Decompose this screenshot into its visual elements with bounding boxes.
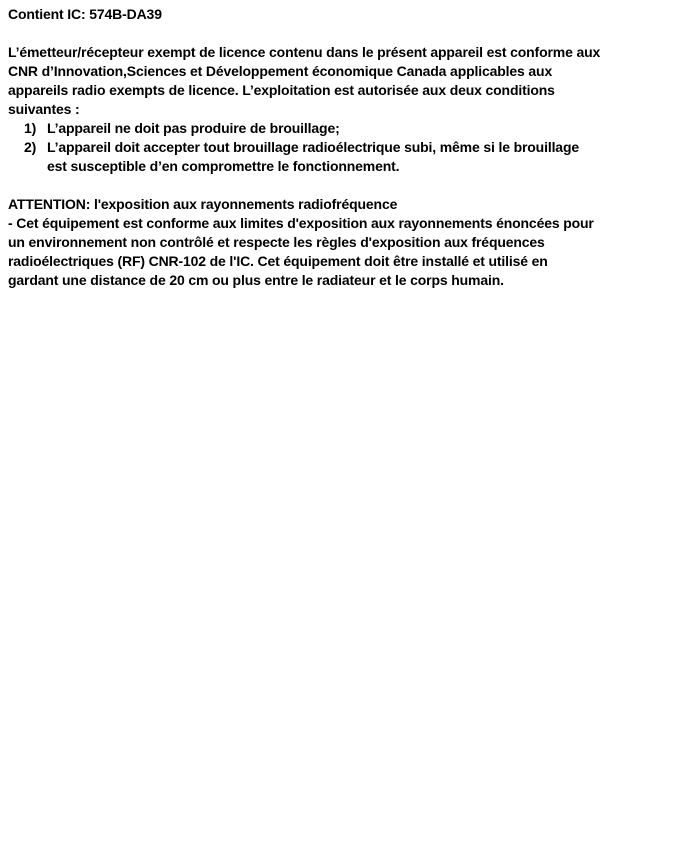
condition-text [47, 138, 678, 176]
condition-item-1 [24, 119, 678, 138]
list-marker: 2) [24, 139, 37, 155]
paragraph-line: gardant une distance de 20 cm ou plus entre le radiateur et le corps humain. [8, 272, 504, 288]
condition-item-2 [24, 138, 678, 176]
condition-text [47, 119, 678, 138]
blank-line [8, 176, 678, 195]
paragraph-line: L’émetteur/récepteur exempt de licence contenu dans le présent appareil est conforme aux [8, 44, 601, 60]
attention-heading: ATTENTION: l'exposition aux rayonnements radiofréquence [8, 196, 398, 212]
paragraph-line: suivantes : [8, 101, 80, 117]
paragraph-line: appareils radio exempts de licence. L’exploitation est autorisée aux deux conditions [8, 82, 555, 98]
blank-line [8, 24, 678, 43]
contains-ic-line: Contient IC: 574B-DA39 [8, 6, 162, 22]
paragraph-line: radioélectriques (RF) CNR-102 de l'IC. Cet équipement doit être installé et utilisé en [8, 253, 548, 269]
licence-exempt-paragraph [8, 43, 678, 119]
conditions-list [8, 119, 678, 176]
attention-paragraph [8, 214, 678, 290]
condition-line: L’appareil ne doit pas produire de brouillage; [47, 120, 340, 136]
paragraph-line: un environnement non contrôlé et respecte les règles d'exposition aux fréquences [8, 234, 545, 250]
list-marker: 1) [24, 120, 37, 136]
paragraph-line: CNR d’Innovation,Sciences et Développement économique Canada applicables aux [8, 63, 553, 79]
paragraph-line: - Cet équipement est conforme aux limites d'exposition aux rayonnements énoncées pour [8, 215, 594, 231]
condition-line: L’appareil doit accepter tout brouillage radioélectrique subi, même si le brouillage [47, 139, 579, 155]
condition-line: est susceptible d’en compromettre le fonctionnement. [47, 158, 400, 174]
